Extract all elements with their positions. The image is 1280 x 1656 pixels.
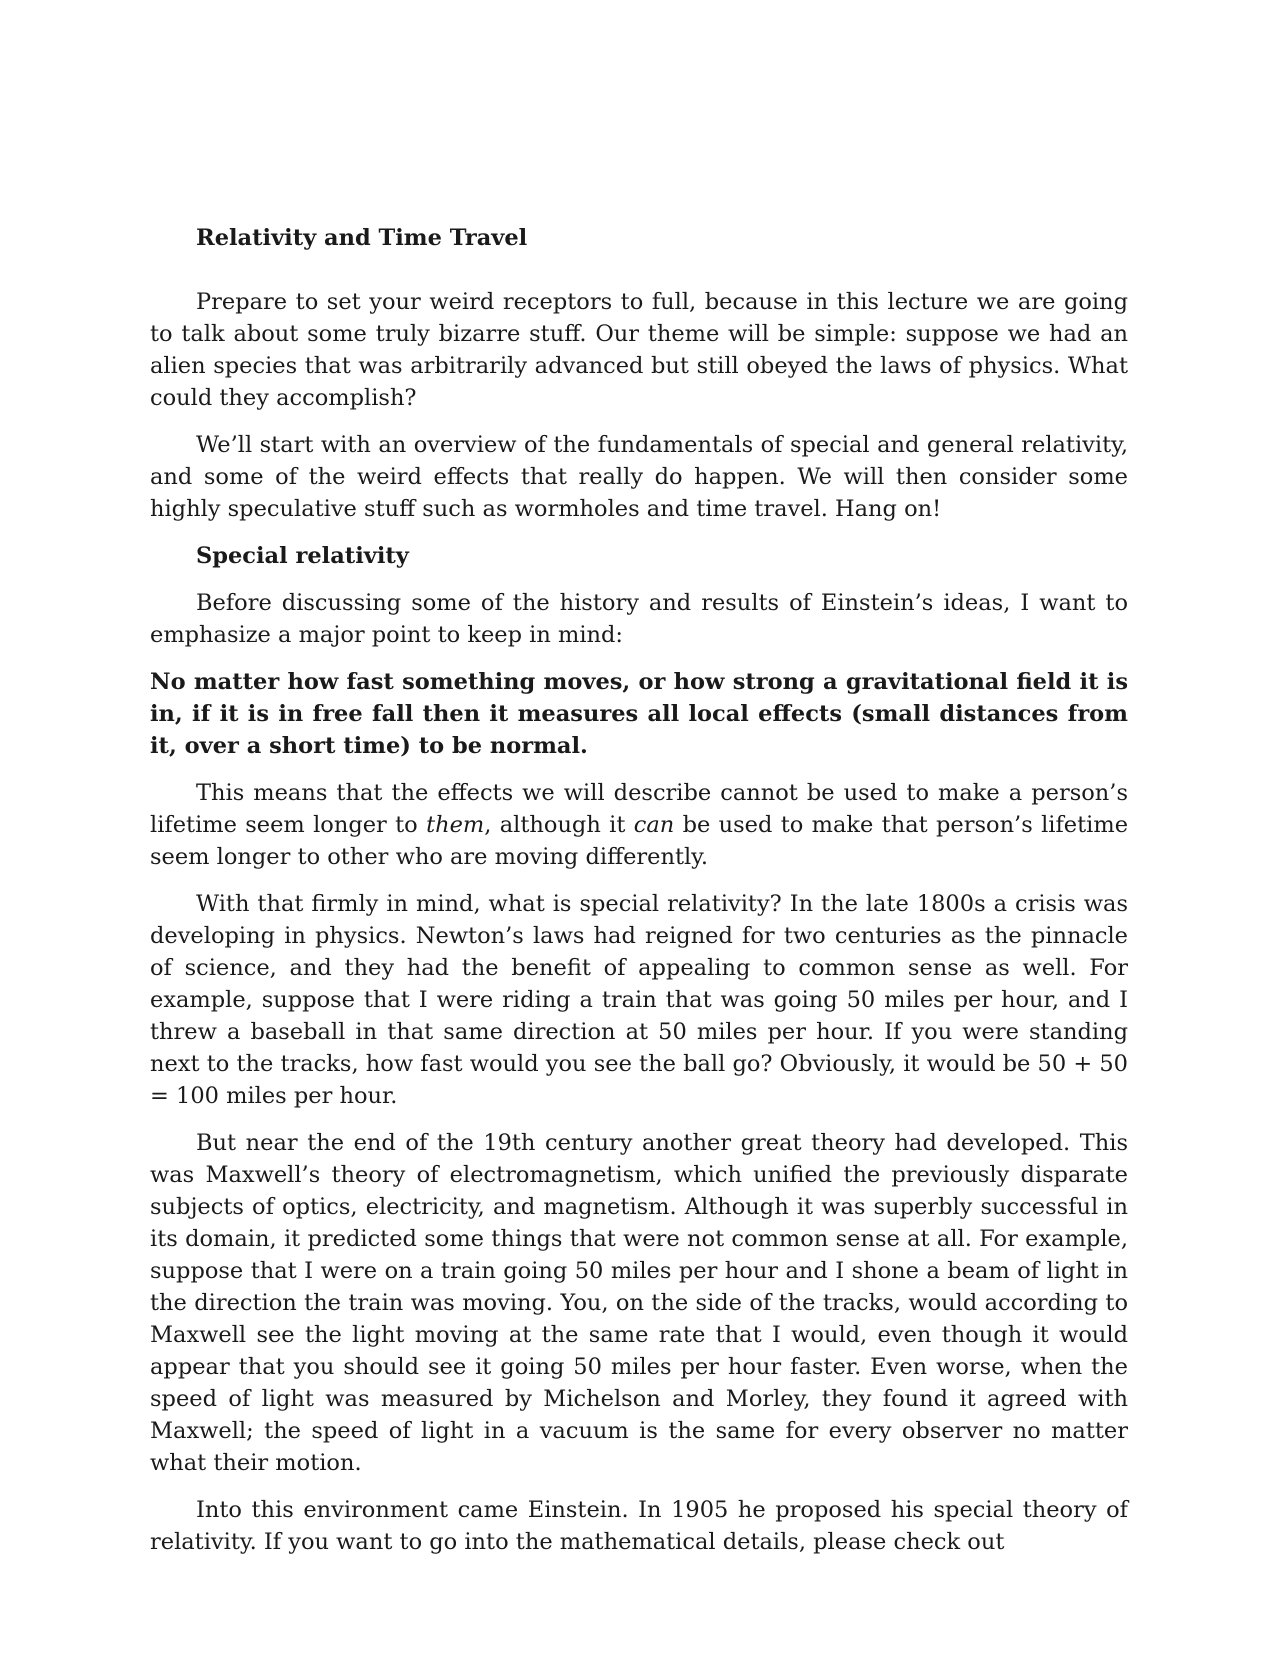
lifetime-text-part-1: This means that the effects we will describe cannot be used to make a person’s lifetime seem longer to: [150, 780, 1128, 838]
lifetime-text-part-2: , although it: [484, 812, 634, 838]
einstein-paragraph: Into this environment came Einstein. In 1905 he proposed his special theory of relativity. If you want to go into the mathematical details, please check out: [150, 1497, 1128, 1555]
intro-paragraph: Prepare to set your weird receptors to full, because in this lecture we are going to talk about some truly bizarre stuff. Our theme will be simple: suppose we had an alien species that was arbitrarily advanced but still obeyed the laws of physics. What could they accomplish?: [150, 289, 1128, 411]
emphasis-can: can: [633, 812, 675, 838]
maxwell-paragraph: But near the end of the 19th century another great theory had developed. This was Maxwell’s theory of electromagnetism, which unified the previously disparate subjects of optics, electricity, and magnetism. Although it was superbly successful in its domain, it predicted some things that were not common sense at all. For example, suppose that I were on a train going 50 miles per hour and I shone a beam of light in the direction the train was moving. You, on the side of the tracks, would according to Maxwell see the light moving at the same rate that I would, even though it would appear that you should see it going 50 miles per hour faster. Even worse, when the speed of light was measured by Michelson and Morley, they found it agreed with Maxwell; the speed of light in a vacuum is the same for every observer no matter what their motion.: [150, 1130, 1128, 1476]
history-paragraph: Before discussing some of the history and results of Einstein’s ideas, I want to emphasize a major point to keep in mind:: [150, 590, 1128, 648]
key-principle-paragraph: No matter how fast something moves, or how strong a gravitational field it is in, if it is in free fall then it measures all local effects (small distances from it, over a short time) to be normal.: [150, 669, 1128, 759]
lifetime-paragraph: [150, 777, 1128, 873]
emphasis-them: them: [426, 812, 485, 838]
lifetime-text-part-3: be used to make that person’s lifetime seem longer to other who are moving differently.: [150, 812, 1129, 870]
newton-paragraph: With that firmly in mind, what is special relativity? In the late 1800s a crisis was developing in physics. Newton’s laws had reigned for two centuries as the pinnacle of science, and they had the benefit of appealing to common sense as well. For example, suppose that I were riding a train that was going 50 miles per hour, and I threw a baseball in that same direction at 50 miles per hour. If you were standing next to the tracks, how fast would you see the ball go? Obviously, it would be 50 + 50 = 100 miles per hour.: [150, 891, 1128, 1109]
document-body: [150, 222, 1128, 1573]
section-heading-special-relativity: Special relativity: [196, 543, 409, 569]
document-title: Relativity and Time Travel: [196, 225, 528, 251]
overview-paragraph: We’ll start with an overview of the fundamentals of special and general relativity, and some of the weird effects that really do happen. We will then consider some highly speculative stuff such as wormholes and time travel. Hang on!: [150, 432, 1128, 522]
